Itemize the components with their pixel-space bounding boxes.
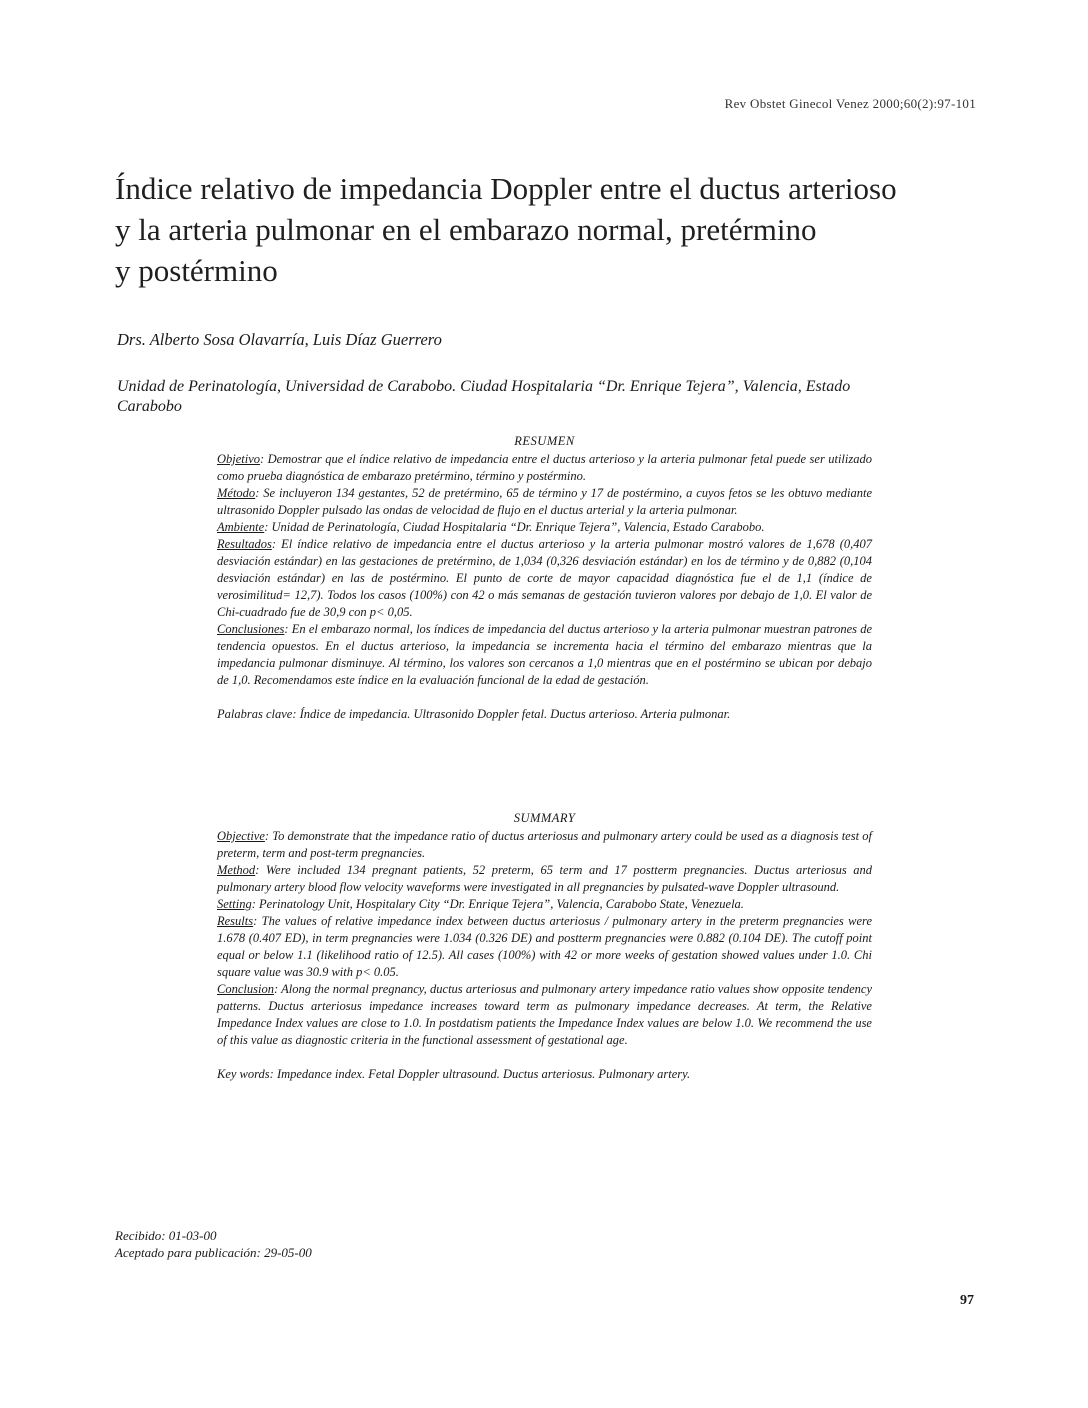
section-text: : To demonstrate that the impedance ratio of ductus arteriosus and pulmonary artery could be used as a diagnosis test of preterm, term and post-term pregnancies.: [217, 829, 872, 860]
section-text: : El índice relativo de impedancia entre el ductus arterioso y la arteria pulmonar mostró valores de 1,678 (0,407 desviación estándar) en las gestaciones de pretérmino, de 1,034 (0,326 desviación estándar) en los de término y de 0,882 (0,104 desviación estándar) en las de postérmino. El punto de corte de mayor capacidad diagnóstica fue el de 1,1 (índice de verosimilitud= 12,7). Todos los casos (100%) con 42 o más semanas de gestación tuvieron valores por debajo de 1,0. El valor de Chi-cuadrado fue de 30,9 con p< 0,05.: [217, 537, 872, 619]
section-label: Objetivo: [217, 452, 261, 466]
section-label: Setting: [217, 897, 252, 911]
section-label: Conclusiones: [217, 622, 285, 636]
summary-keywords: Key words: Impedance index. Fetal Doppler ultrasound. Ductus arteriosus. Pulmonary artery.: [217, 1067, 691, 1081]
summary-results: [217, 913, 872, 981]
affiliation-line: Carabobo: [117, 398, 182, 415]
resumen-heading: RESUMEN: [514, 434, 575, 448]
title-line: Índice relativo de impedancia Doppler entre el ductus arterioso: [115, 171, 897, 206]
section-label: Resultados: [217, 537, 272, 551]
section-label: Método: [217, 486, 256, 500]
section-text: : Perinatology Unit, Hospitalary City “Dr. Enrique Tejera”, Valencia, Carabobo State, Venezuela.: [251, 897, 744, 911]
section-text: : Along the normal pregnancy, ductus arteriosus and pulmonary artery impedance ratio values show opposite tendency patterns. Ductus arteriosus impedance increases toward term as pulmonary impedance decreases. At term, the Relative Impedance Index values are close to 1.0. In postdatism patients the Impedance Index values are below 1.0. We recommend the use of this value as diagnostic criteria in the functional assessment of gestational age.: [217, 982, 872, 1047]
title-line: y la arteria pulmonar en el embarazo normal, pretérmino: [115, 212, 817, 247]
section-text: : En el embarazo normal, los índices de impedancia del ductus arterioso y la arteria pulmonar muestran patrones de tendencia opuestos. En el ductus arterioso, la impedancia se incrementa hacia el término del embarazo mientras que la impedancia pulmonar disminuye. Al término, los valores son cercanos a 1,0 mientras que en el postérmino se ubican por debajo de 1,0. Recomendamos este índice en la evaluación funcional de la edad de gestación.: [217, 622, 872, 687]
section-text: : Were included 134 pregnant patients, 52 preterm, 65 term and 17 postterm pregnancies. Ductus arteriosus and pulmonary artery blood flow velocity waveforms were investigated in all pregnancies by pulsated-wave Doppler ultrasound.: [217, 863, 872, 894]
received-date: Recibido: 01-03-00: [115, 1228, 217, 1243]
section-text: : The values of relative impedance index between ductus arteriosus / pulmonary artery in the preterm pregnancies were 1.678 (0.407 ED), in term pregnancies were 1.034 (0.326 DE) and postterm pregnancies were 0.882 (0.104 DE). The cutoff point equal or below 1.1 (likelihood ratio of 12.5). All cases (100%) with 42 or more weeks of gestation showed values under 1.0. Chi square value was 30.9 with p< 0.05.: [217, 914, 872, 979]
resumen-objetivo: [217, 451, 872, 485]
title-line: y postérmino: [115, 253, 278, 288]
section-label: Method: [217, 863, 256, 877]
accepted-date: Aceptado para publicación: 29-05-00: [115, 1245, 312, 1260]
page-number: 97: [960, 1293, 974, 1308]
section-text: : Unidad de Perinatología, Ciudad Hospitalaria “Dr. Enrique Tejera”, Valencia, Estado Carabobo.: [264, 520, 765, 534]
article-title: [115, 168, 975, 291]
summary-setting: [217, 896, 872, 913]
section-label: Results: [217, 914, 254, 928]
resumen-resultados: [217, 536, 872, 621]
section-label: Conclusion: [217, 982, 274, 996]
resumen-keywords: Palabras clave: Índice de impedancia. Ultrasonido Doppler fetal. Ductus arterioso. Arteria pulmonar.: [217, 707, 731, 721]
journal-reference: Rev Obstet Ginecol Venez 2000;60(2):97-101: [724, 96, 976, 111]
summary-method: [217, 862, 872, 896]
resumen-block: [217, 433, 872, 723]
affiliation: [117, 377, 957, 417]
section-text: : Se incluyeron 134 gestantes, 52 de pretérmino, 65 de término y 17 de postérmino, a cuyos fetos se les obtuvo mediante ultrasonido Doppler pulsado las ondas de velocidad de flujo en el ductus arterial y la arteria pulmonar.: [217, 486, 872, 517]
summary-objective: [217, 828, 872, 862]
summary-block: [217, 810, 872, 1083]
authors: Drs. Alberto Sosa Olavarría, Luis Díaz Guerrero: [117, 330, 442, 349]
resumen-metodo: [217, 485, 872, 519]
section-label: Objective: [217, 829, 265, 843]
submission-dates: [115, 1227, 312, 1261]
section-label: Ambiente: [217, 520, 265, 534]
section-text: : Demostrar que el índice relativo de impedancia entre el ductus arterioso y la arteria pulmonar fetal puede ser utilizado como prueba diagnóstica de embarazo pretérmino, término y postérmino.: [217, 452, 872, 483]
affiliation-line: Unidad de Perinatología, Universidad de Carabobo. Ciudad Hospitalaria “Dr. Enrique Tejera”, Valencia, Estado: [117, 378, 851, 395]
summary-conclusion: [217, 981, 872, 1049]
resumen-conclusiones: [217, 621, 872, 689]
summary-heading: SUMMARY: [513, 811, 576, 825]
resumen-ambiente: [217, 519, 872, 536]
